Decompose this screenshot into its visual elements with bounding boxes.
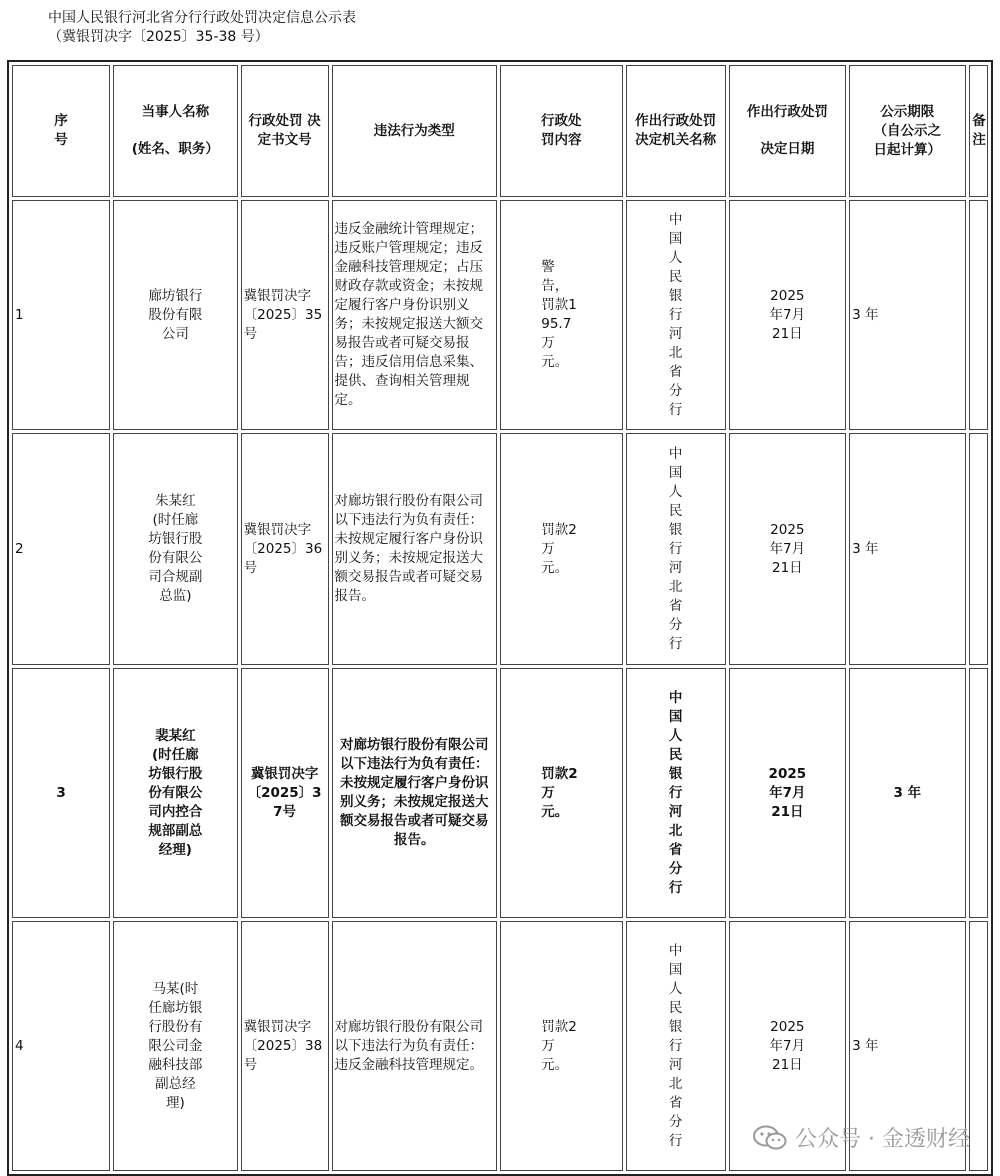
cell-doc-no: 冀银罚决字〔2025〕37号 <box>241 668 329 918</box>
cell-date: 2025年7月21日 <box>729 433 846 665</box>
header-remark: 备注 <box>969 65 988 197</box>
cell-violation: 对廊坊银行股份有限公司以下违法行为负有责任：未按规定履行客户身份识别义务；未按规定报送大额交易报告或者可疑交易报告。 <box>332 433 497 665</box>
header-party-name: 当事人名称 <box>141 104 210 120</box>
cell-violation: 违反金融统计管理规定；违反账户管理规定；违反金融科技管理规定；占压财政存款或资金；未按规定履行客户身份识别义务；未按规定报送大额交易报告或者可疑交易报告；违反信用信息采集、提供、查询相关管理规定。 <box>332 200 497 430</box>
header-violation: 违法行为类型 <box>332 65 497 197</box>
document-title: 中国人民银行河北省分行行政处罚决定信息公示表 <box>48 10 356 26</box>
cell-doc-no: 冀银罚决字〔2025〕35号 <box>241 200 329 430</box>
table-row <box>12 200 988 430</box>
cell-date: 2025年7月21日 <box>729 200 846 430</box>
cell-date: 2025年7月21日 <box>729 921 846 1171</box>
cell-party: 朱某红(时任廊坊银行股份有限公司合规副总监) <box>113 433 238 665</box>
cell-doc-no: 冀银罚决字〔2025〕36号 <box>241 433 329 665</box>
cell-remark <box>969 433 988 665</box>
cell-seq: 2 <box>12 433 110 665</box>
cell-party: 廊坊银行股份有限公司 <box>113 200 238 430</box>
wechat-icon <box>753 1125 787 1151</box>
header-period: 公示期限（自公示之日起计算） <box>849 65 965 197</box>
cell-remark <box>969 921 988 1171</box>
table-header-row <box>12 65 988 197</box>
watermark <box>753 1122 970 1153</box>
cell-violation: 对廊坊银行股份有限公司以下违法行为负有责任：违反金融科技管理规定。 <box>332 921 497 1171</box>
cell-seq: 3 <box>12 668 110 918</box>
cell-penalty: 罚款2 万元。 <box>500 668 623 918</box>
header-date <box>729 65 846 197</box>
header-date-top: 作出行政处罚 <box>746 104 828 120</box>
watermark-text: 公众号 · 金透财经 <box>795 1127 970 1152</box>
header-doc-no: 行政处罚 决定书文号 <box>241 65 329 197</box>
cell-party: 马某(时任廊坊银行股份有限公司金融科技部副总经理) <box>113 921 238 1171</box>
cell-period: 3 年 <box>849 200 965 430</box>
cell-party: 裴某红(时任廊坊银行股份有限公司内控合规部副总经理) <box>113 668 238 918</box>
cell-remark <box>969 668 988 918</box>
header-party <box>113 65 238 197</box>
cell-authority: 中国人民银行河北省分行 <box>626 433 726 665</box>
cell-seq: 4 <box>12 921 110 1171</box>
cell-period: 3 年 <box>849 668 965 918</box>
document-subtitle: （冀银罚决字〔2025〕35-38 号） <box>48 29 269 45</box>
table-row <box>12 668 988 918</box>
cell-penalty: 罚款2 万元。 <box>500 433 623 665</box>
table-row <box>12 433 988 665</box>
cell-penalty: 罚款2 万元。 <box>500 921 623 1171</box>
cell-remark <box>969 200 988 430</box>
cell-seq: 1 <box>12 200 110 430</box>
cell-authority: 中国人民银行河北省分行 <box>626 668 726 918</box>
cell-penalty: 警告，罚款195.7万元。 <box>500 200 623 430</box>
cell-date: 2025年7月21日 <box>729 668 846 918</box>
cell-doc-no: 冀银罚决字〔2025〕38号 <box>241 921 329 1171</box>
header-penalty: 行政处罚内容 <box>500 65 623 197</box>
header-seq: 序号 <box>12 65 110 197</box>
cell-period: 3 年 <box>849 433 965 665</box>
cell-authority: 中国人民银行河北省分行 <box>626 200 726 430</box>
header-authority: 作出行政处罚决定机关名称 <box>626 65 726 197</box>
cell-violation: 对廊坊银行股份有限公司以下违法行为负有责任：未按规定履行客户身份识别义务；未按规定报送大额交易报告或者可疑交易报告。 <box>332 668 497 918</box>
penalty-table <box>7 60 993 1176</box>
header-date-bottom: 决定日期 <box>760 141 815 157</box>
cell-authority: 中国人民银行河北省分行 <box>626 921 726 1171</box>
cell-period: 3 年 <box>849 921 965 1171</box>
header-party-note: (姓名、职务） <box>131 141 219 157</box>
